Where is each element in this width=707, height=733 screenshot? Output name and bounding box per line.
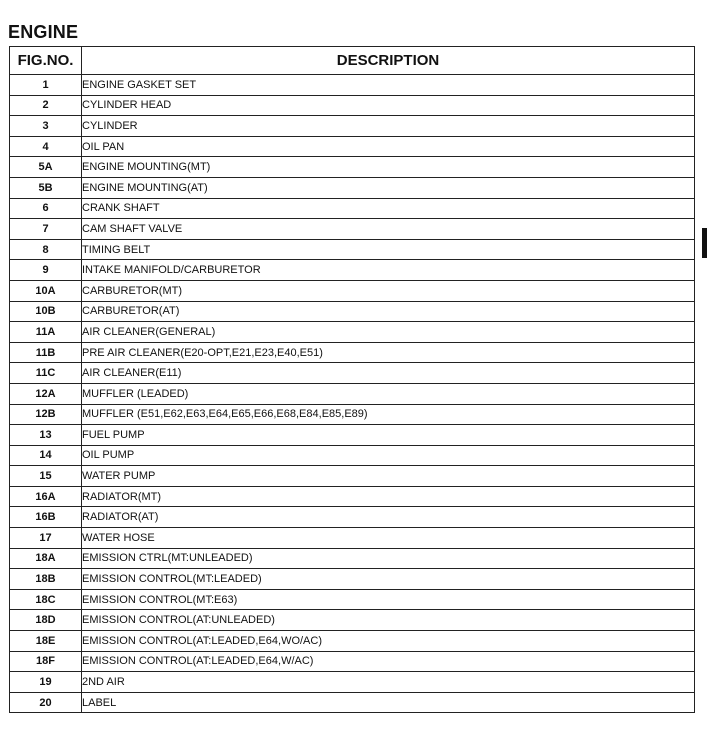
fig-number-cell: 11C — [10, 363, 82, 384]
description-cell: CYLINDER — [82, 116, 695, 137]
fig-number-cell: 18F — [10, 651, 82, 672]
fig-number-cell: 11B — [10, 342, 82, 363]
description-cell: CARBURETOR(AT) — [82, 301, 695, 322]
description-cell: EMISSION CTRL(MT:UNLEADED) — [82, 548, 695, 569]
description-cell: EMISSION CONTROL(MT:LEADED) — [82, 569, 695, 590]
description-cell: EMISSION CONTROL(AT:LEADED,E64,W/AC) — [82, 651, 695, 672]
description-cell: EMISSION CONTROL(AT:UNLEADED) — [82, 610, 695, 631]
parts-table-body — [10, 75, 695, 713]
table-row — [10, 548, 695, 569]
description-cell: AIR CLEANER(GENERAL) — [82, 322, 695, 343]
table-row — [10, 425, 695, 446]
table-row — [10, 383, 695, 404]
section-title: ENGINE — [8, 22, 79, 42]
description-cell: RADIATOR(AT) — [82, 507, 695, 528]
table-row — [10, 528, 695, 549]
description-cell: OIL PUMP — [82, 445, 695, 466]
fig-number-cell: 18E — [10, 631, 82, 652]
table-row — [10, 136, 695, 157]
table-row — [10, 322, 695, 343]
fig-number-cell: 13 — [10, 425, 82, 446]
table-row — [10, 239, 695, 260]
fig-number-cell: 15 — [10, 466, 82, 487]
table-row — [10, 219, 695, 240]
table-row — [10, 631, 695, 652]
fig-number-cell: 8 — [10, 239, 82, 260]
table-row — [10, 651, 695, 672]
description-cell: PRE AIR CLEANER(E20-OPT,E21,E23,E40,E51) — [82, 342, 695, 363]
fig-number-cell: 18A — [10, 548, 82, 569]
table-row — [10, 445, 695, 466]
description-cell: INTAKE MANIFOLD/CARBURETOR — [82, 260, 695, 281]
fig-number-cell: 12B — [10, 404, 82, 425]
fig-number-cell: 6 — [10, 198, 82, 219]
fig-number-cell: 18B — [10, 569, 82, 590]
table-row — [10, 507, 695, 528]
edge-mark — [702, 228, 707, 258]
fig-number-cell: 16B — [10, 507, 82, 528]
description-cell: FUEL PUMP — [82, 425, 695, 446]
table-row — [10, 363, 695, 384]
description-cell: CYLINDER HEAD — [82, 95, 695, 116]
table-row — [10, 692, 695, 713]
table-row — [10, 672, 695, 693]
description-cell: CARBURETOR(MT) — [82, 280, 695, 301]
table-row — [10, 404, 695, 425]
fig-number-cell: 18D — [10, 610, 82, 631]
table-row — [10, 75, 695, 96]
fig-number-cell: 9 — [10, 260, 82, 281]
fig-number-cell: 12A — [10, 383, 82, 404]
fig-number-cell: 2 — [10, 95, 82, 116]
table-row — [10, 116, 695, 137]
fig-number-cell: 5B — [10, 177, 82, 198]
table-row — [10, 569, 695, 590]
description-cell: TIMING BELT — [82, 239, 695, 260]
table-row — [10, 301, 695, 322]
table-row — [10, 589, 695, 610]
table-row — [10, 342, 695, 363]
description-cell: EMISSION CONTROL(MT:E63) — [82, 589, 695, 610]
table-row — [10, 466, 695, 487]
description-cell: ENGINE GASKET SET — [82, 75, 695, 96]
fig-number-cell: 10B — [10, 301, 82, 322]
table-row — [10, 260, 695, 281]
description-cell: CAM SHAFT VALVE — [82, 219, 695, 240]
description-cell: WATER PUMP — [82, 466, 695, 487]
table-row — [10, 280, 695, 301]
parts-table — [9, 46, 695, 713]
fig-number-cell: 1 — [10, 75, 82, 96]
fig-number-cell: 7 — [10, 219, 82, 240]
fig-number-cell: 16A — [10, 486, 82, 507]
fig-number-cell: 11A — [10, 322, 82, 343]
description-cell: LABEL — [82, 692, 695, 713]
fig-number-cell: 4 — [10, 136, 82, 157]
fig-number-cell: 14 — [10, 445, 82, 466]
fig-number-cell: 10A — [10, 280, 82, 301]
table-row — [10, 157, 695, 178]
description-cell: EMISSION CONTROL(AT:LEADED,E64,WO/AC) — [82, 631, 695, 652]
description-cell: ENGINE MOUNTING(MT) — [82, 157, 695, 178]
description-cell: ENGINE MOUNTING(AT) — [82, 177, 695, 198]
description-header: DESCRIPTION — [82, 47, 695, 75]
table-row — [10, 486, 695, 507]
table-row — [10, 610, 695, 631]
fig-number-cell: 3 — [10, 116, 82, 137]
fig-no-header: FIG.NO. — [10, 47, 82, 75]
description-cell: MUFFLER (E51,E62,E63,E64,E65,E66,E68,E84,E85,E89) — [82, 404, 695, 425]
table-row — [10, 177, 695, 198]
fig-number-cell: 5A — [10, 157, 82, 178]
description-cell: RADIATOR(MT) — [82, 486, 695, 507]
fig-number-cell: 18C — [10, 589, 82, 610]
description-cell: MUFFLER (LEADED) — [82, 383, 695, 404]
header-row — [10, 47, 695, 75]
description-cell: OIL PAN — [82, 136, 695, 157]
parts-table-header — [10, 47, 695, 75]
table-row — [10, 198, 695, 219]
table-row — [10, 95, 695, 116]
description-cell: WATER HOSE — [82, 528, 695, 549]
fig-number-cell: 19 — [10, 672, 82, 693]
fig-number-cell: 20 — [10, 692, 82, 713]
fig-number-cell: 17 — [10, 528, 82, 549]
description-cell: CRANK SHAFT — [82, 198, 695, 219]
description-cell: 2ND AIR — [82, 672, 695, 693]
description-cell: AIR CLEANER(E11) — [82, 363, 695, 384]
